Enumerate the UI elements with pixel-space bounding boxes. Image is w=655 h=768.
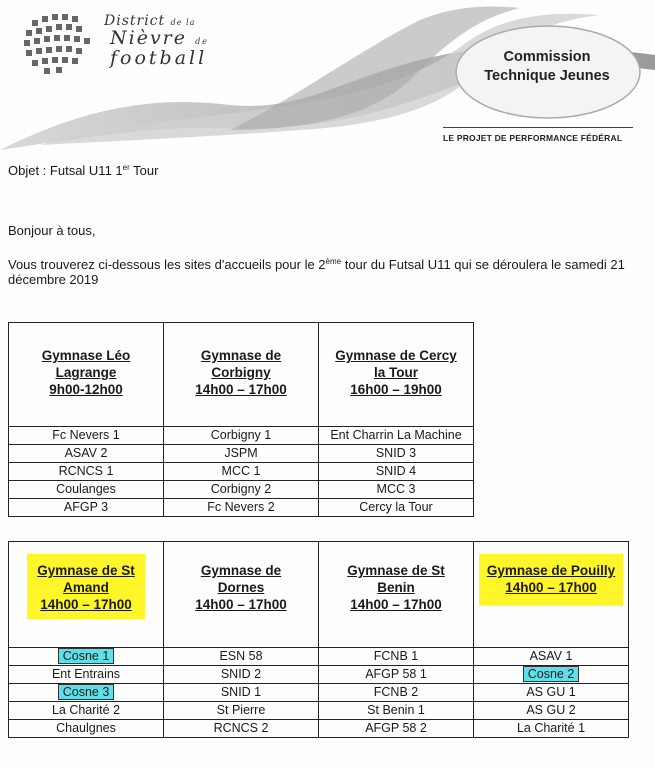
schedule-table-1 <box>8 322 474 517</box>
venue-header: Gymnase de St Benin 14h00 – 17h00 <box>319 542 474 648</box>
venue-header: Gymnase de Cercy la Tour 16h00 – 19h00 <box>319 323 474 427</box>
table-row: ASAV 2 JSPM SNID 3 <box>9 445 474 463</box>
table-row: Chaulgnes RCNCS 2 AFGP 58 2 La Charité 1 <box>9 720 629 738</box>
letter-greeting: Bonjour à tous, <box>8 223 96 238</box>
venue-header: Gymnase Léo Lagrange 9h00-12h00 <box>9 323 164 427</box>
federal-tagline: LE PROJET DE PERFORMANCE FÉDÉRAL <box>443 133 623 143</box>
table-row: RCNCS 1 MCC 1 SNID 4 <box>9 463 474 481</box>
venue-header: Gymnase de Pouilly 14h00 – 17h00 <box>474 542 629 648</box>
commission-title: Commission Technique Jeunes <box>484 49 610 84</box>
table-row: Fc Nevers 1 Corbigny 1 Ent Charrin La Machine <box>9 427 474 445</box>
table-row: Cosne 3 SNID 1 FCNB 2 AS GU 1 <box>9 684 629 702</box>
table-row: Coulanges Corbigny 2 MCC 3 <box>9 481 474 499</box>
schedule-table-2 <box>8 541 629 738</box>
highlighted-team: Cosne 1 <box>58 648 115 664</box>
table-row: Ent Entrains SNID 2 AFGP 58 1 Cosne 2 <box>9 666 629 684</box>
highlighted-team: Cosne 2 <box>523 666 580 682</box>
table-row: La Charité 2 St Pierre St Benin 1 AS GU 2 <box>9 702 629 720</box>
table-row: AFGP 3 Fc Nevers 2 Cercy la Tour <box>9 499 474 517</box>
letter-intro: Vous trouverez ci-dessous les sites d'accueils pour le 2ème tour du Futsal U11 qui se déroulera le samedi 21 décembre 2019 <box>8 257 625 287</box>
letter-subject: Objet : Futsal U11 1er Tour <box>8 163 159 178</box>
venue-header: Gymnase de St Amand 14h00 – 17h00 <box>9 542 164 648</box>
venue-header: Gymnase de Corbigny 14h00 – 17h00 <box>164 323 319 427</box>
divider <box>443 127 633 128</box>
venue-header: Gymnase de Dornes 14h00 – 17h00 <box>164 542 319 648</box>
letterhead <box>0 0 655 150</box>
table-row: Cosne 1 ESN 58 FCNB 1 ASAV 1 <box>9 648 629 666</box>
district-logo-text: District de la Nièvre de football <box>104 13 209 69</box>
highlighted-team: Cosne 3 <box>58 684 115 700</box>
